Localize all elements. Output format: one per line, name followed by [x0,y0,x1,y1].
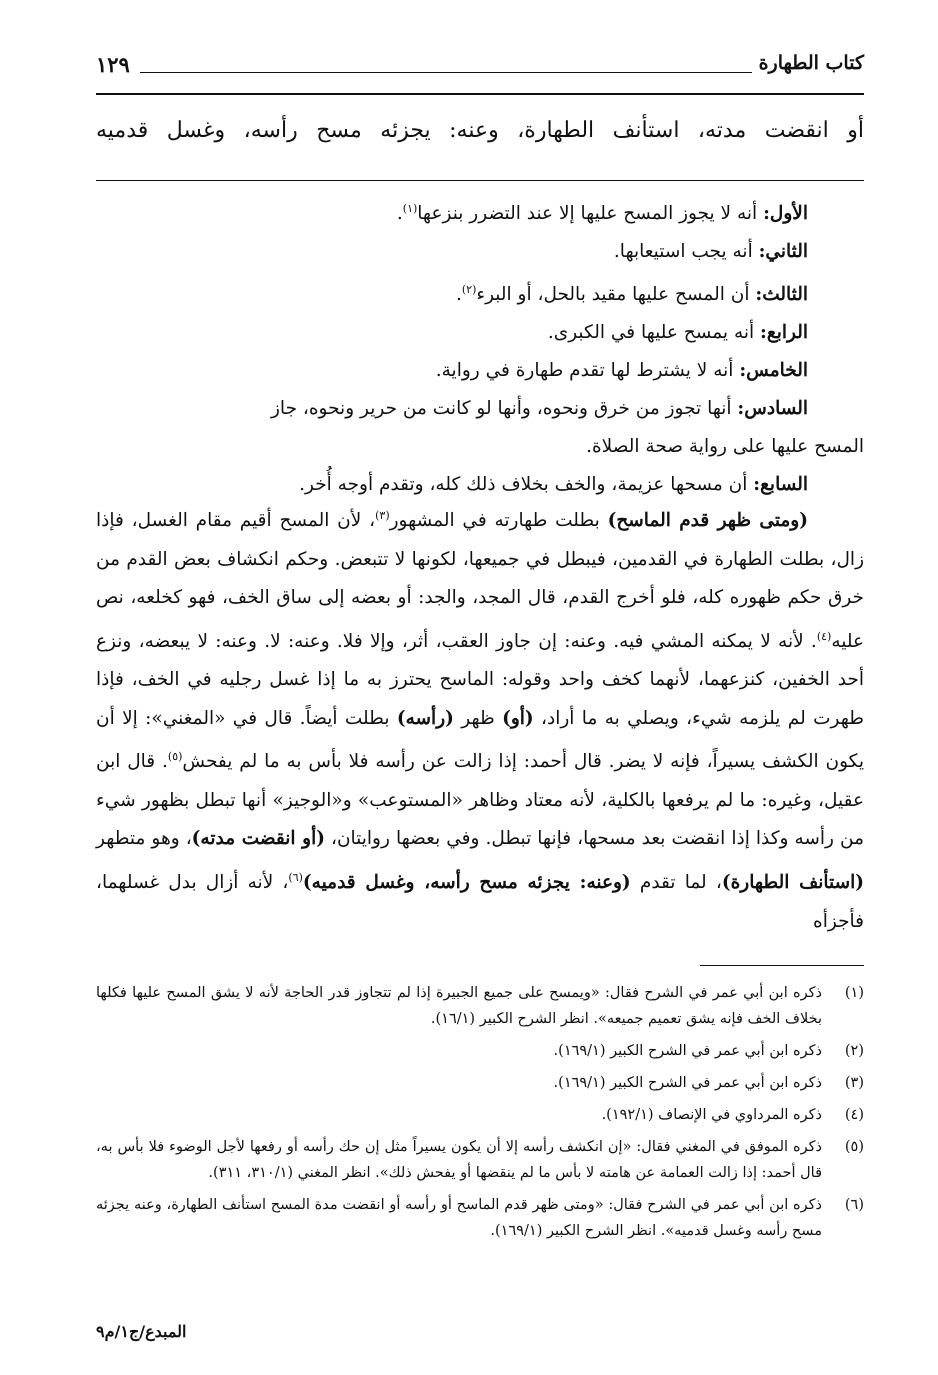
item-label: الخامس: [739,360,808,382]
list-item [96,390,864,428]
matn-rule [96,180,864,181]
page-number: ١٢٩ [96,52,130,77]
item-text: المسح عليها على رواية صحة الصلاة. [586,436,864,458]
body-text: ، لأن المسح أقيم مقام الغسل، فإذا زال، بطلت الطهارة في القدمين، فيبطل في جميعها، لكونها لا تتبعض. وحكم انكشاف بعض القدم من خرق حكم ظهوره كله، فلو أخرج القدم، قال المجد، والجد: أو بعضه إلى ساق الخف، فهو كخلعه، نص عليه [96,510,864,652]
footnote-ref: (١) [402,202,418,215]
body-text: بطلت أيضاً. قال في «المغني»: إلا أن يكون الكشف يسيراً، فإنه لا يضر. قال أحمد: إذا زالت عن رأسه فلا بأس به ما لم يفحش [96,707,864,773]
item-end: . [396,203,403,225]
enumerated-list [96,190,864,504]
footnote-text: ذكره ابن أبي عمر في الشرح فقال: «ويمسح على جميع الجبيرة إذا لم تتجاوز قدر الحاجة لأنه لا يشق المسح عليها فكلها بخلاف الخف فإنه يشق تعميم جميعه». انظر الشرح الكبير (١٦/١). [96,985,822,1027]
footnote-rule [700,965,864,966]
footnote-number: (٥) [844,1139,864,1155]
footnote [96,1192,864,1244]
footnote-number: (٢) [844,1043,864,1059]
item-text: أنه لا يشترط لها تقدم طهارة في رواية. [435,360,740,382]
footnote [96,1038,864,1064]
matn-phrase: (رأسه) [396,707,454,729]
printer-signature: المبدع/ج١/م٩ [96,1322,187,1341]
list-item [96,314,864,352]
matn-phrase: (ومتى ظهر قدم الماسح) [607,510,808,532]
footnote-text: ذكره ابن أبي عمر في الشرح فقال: «ومتى ظهر قدم الماسح أو رأسه أو انقضت مدة المسح استأنف الطهارة، وعنه يجزئه مسح رأسه وغسل قدميه». انظر الشرح الكبير (١٦٩/١). [96,1197,822,1239]
footnote-text: ذكره ابن أبي عمر في الشرح الكبير (١٦٩/١). [553,1075,822,1091]
item-text: أن مسحها عزيمة، والخف بخلاف ذلك كله، وتقدم أوجه أُخر. [299,474,754,496]
matn-phrase: (وعنه: يجزئه مسح رأسه، وغسل قدميه) [302,872,631,894]
item-text: أنها تجوز من خرق ونحوه، وأنها لو كانت من حرير ونحوه، جاز [271,398,738,420]
footnote-text: ذكره الموفق في المغني فقال: «إن انكشف رأسه إلا أن يكون يسيراً مثل إن حك رأسه أو رفعها لأجل الوضوء فلا بأس به، قال أحمد: إذا زالت العمامة عن هامته لا بأس ما لم ينقضها أو يفحش ذلك». انظر المغني (٣١٠/١، ٣١١). [96,1139,822,1181]
item-label: الرابع: [760,322,808,344]
footnote [96,1070,864,1096]
footnote-text: ذكره ابن أبي عمر في الشرح الكبير (١٦٩/١). [553,1043,822,1059]
body-text: بطلت طهارته في المشهور [389,510,608,532]
list-item [96,352,864,390]
matn-phrase: (أو انقضت مدته) [191,828,325,850]
body-text: . لأنه لا يمكنه المشي فيه. وعنه: إن جاوز العقب، أثر، وإلا فلا. وعنه: لا. وعنه: لا يبعضه، ونزع أحد الخفين، كنزعهما، لأنهما كخف واحد وقوله: الماسح يحترز به ما إذا غسل رجليه في الخف، فإذا طهرت لم يلزمه شيء، ويصلي به ما أراد، [96,630,864,729]
item-end: . [455,284,462,306]
item-label: السادس: [737,398,808,420]
footnote-ref: (٣) [375,509,390,522]
item-text: أنه يمسح عليها في الكبرى. [547,322,761,344]
list-item [96,190,864,233]
footnotes [96,980,864,1250]
item-label: الثاني: [758,241,808,263]
matn-quote: أو انقضت مدته، استأنف الطهارة، وعنه: يجزئه مسح رأسه، وغسل قدميه [96,118,864,143]
list-item [96,233,864,271]
item-text: أنه يجب استيعابها. [613,241,759,263]
body-text: ، لما تقدم [630,872,722,894]
matn-phrase: (استأنف الطهارة) [721,872,864,894]
footnote-ref: (٤) [816,629,832,643]
running-header [96,52,864,92]
body-text: ظهر [453,707,503,729]
footnote-text: ذكره المرداوي في الإنصاف (١٩٢/١). [601,1107,822,1123]
list-item-continuation [96,428,864,466]
footnote [96,980,864,1032]
commentary-paragraph [96,497,864,941]
footnote-number: (٤) [844,1107,864,1123]
header-leader-line [140,72,752,73]
body-text: ، وهو متطهر [96,828,192,850]
footnote-number: (٣) [844,1075,864,1091]
list-item [96,271,864,314]
footnote-ref: (٦) [288,870,303,884]
chapter-title: كتاب الطهارة [758,52,864,74]
footnote [96,1102,864,1128]
matn-phrase: (أو) [502,707,534,729]
item-label: الثالث: [755,284,808,306]
item-label: السابع: [753,474,808,496]
item-text: أنه لا يجوز المسح عليها إلا عند التضرر بنزعها [417,203,764,225]
footnote-number: (٦) [844,1197,864,1213]
header-rule [96,93,864,95]
commentary-body [96,497,864,941]
body-text: ، لأنه أزال بدل غسلهما، فأجزأه [96,872,864,932]
item-text: أن المسح عليها مقيد بالحل، أو البرء [476,284,756,306]
footnote-ref: (٥) [167,750,183,764]
footnote-number: (١) [844,985,864,1001]
footnote [96,1134,864,1186]
item-label: الأول: [763,203,808,225]
footnote-ref: (٢) [461,283,477,297]
body-text: . قال ابن عقيل، وغيره: ما لم يرفعها بالكلية، لأنه معتاد وظاهر «المستوعب» و«الوجيز» أنها تبطل بظهور شيء من رأسه وكذا إذا انقضت بعد مسحها، فإنها تبطل. وفي بعضها روايتان، [96,751,864,850]
